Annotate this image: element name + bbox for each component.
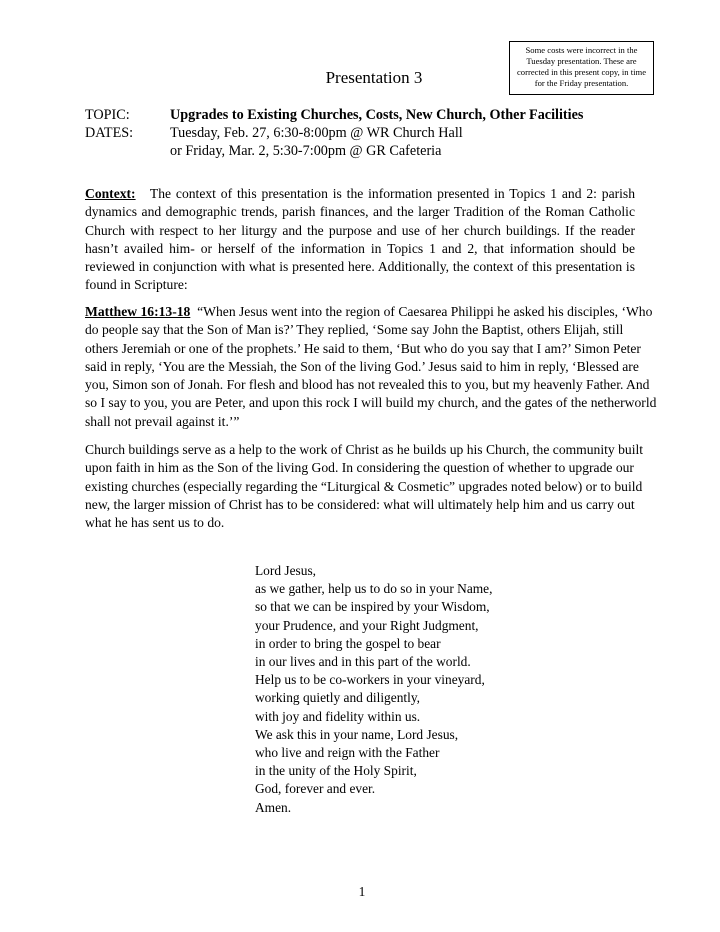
prayer-line: God, forever and ever. xyxy=(255,781,376,797)
page-number xyxy=(0,884,720,900)
buildings-line: Church buildings serve as a help to the work of Christ as he builds up his Church, the community built xyxy=(85,442,644,457)
buildings-line: new, the larger mission of Christ has to be considered: what will ultimately help him and us carry out xyxy=(85,496,635,512)
buildings-line: what he has sent us to do. xyxy=(85,515,225,531)
context-text: The context of this presentation is the information presented in Topics 1 and 2: parish dynamics and demographic trends, parish finances, and the larger Tradition of the Roman Catholic Church with respect to her liturgy and the purpose and use of her church buildings. If the reader hasn’t availed him- or herself of the information in Topics 1 and 2, that information should be reviewed in conjunction with what is presented here. Additionally, the context of this presentation is found in Scripture: xyxy=(85,186,635,293)
prayer-line: We ask this in your name, Lord Jesus, xyxy=(255,726,459,742)
prayer-line: in our lives and in this part of the world. xyxy=(255,654,471,670)
context-label: Context: xyxy=(85,186,136,201)
prayer-line: in the unity of the Holy Spirit, xyxy=(255,763,417,779)
prayer-line: Lord Jesus, xyxy=(255,563,316,578)
scripture-line: shall not prevail against it.’” xyxy=(85,413,240,429)
prayer-line: who live and reign with the Father xyxy=(255,745,440,761)
topic-label: TOPIC: xyxy=(85,107,130,123)
prayer-line: working quietly and diligently, xyxy=(255,690,421,706)
prayer-line: Help us to be co-workers in your vineyard, xyxy=(255,672,485,688)
prayer-line: in order to bring the gospel to bear xyxy=(255,635,441,651)
scripture-line: you, Simon son of Jonah. For flesh and blood has not revealed this to you, but my heavenly Father. And xyxy=(85,377,650,393)
prayer-line: your Prudence, and your Right Judgment, xyxy=(255,617,479,633)
dates-label: DATES: xyxy=(85,125,134,141)
scripture-line: do people say that the Son of Man is?’ They replied, ‘Some say John the Baptist, others Elijah, still xyxy=(85,322,624,338)
prayer-line: so that we can be inspired by your Wisdom, xyxy=(255,599,490,615)
scripture-ref: Matthew 16:13-18 xyxy=(85,304,191,319)
buildings-paragraph xyxy=(85,441,645,532)
context-paragraph xyxy=(85,185,635,295)
prayer-line: as we gather, help us to do so in your Name, xyxy=(255,581,493,597)
title-text: Presentation 3 xyxy=(325,68,423,87)
scripture-line: said in reply, ‘You are the Messiah, the Son of the living God.’ Jesus said to him in reply, ‘Blessed are xyxy=(85,358,639,374)
dates-line-1: Tuesday, Feb. 27, 6:30-8:00pm @ WR Church Hall xyxy=(170,125,463,141)
scripture-line: so I say to you, you are Peter, and upon this rock I will build my church, and the gates of the netherworld xyxy=(85,395,657,411)
topic-value: Upgrades to Existing Churches, Costs, New Church, Other Facilities xyxy=(170,107,584,123)
page-number-text: 1 xyxy=(358,884,366,899)
scripture-paragraph xyxy=(85,303,657,431)
dates-line-2: or Friday, Mar. 2, 5:30-7:00pm @ GR Cafeteria xyxy=(170,143,442,159)
prayer-line: Amen. xyxy=(255,799,292,815)
buildings-line: existing churches (especially regarding the “Liturgical & Cosmetic” upgrades noted below) or to build xyxy=(85,478,643,494)
scripture-line: “When Jesus went into the region of Caesarea Philippi he asked his disciples, ‘Who xyxy=(197,304,653,319)
buildings-line: upon faith in him as the Son of the living God. In considering the question of whether to upgrade our xyxy=(85,460,634,476)
page-title xyxy=(0,67,720,89)
scripture-line: others Jeremiah or one of the prophets.’ He said to them, ‘But who do you say that I am?’ Simon Peter xyxy=(85,340,641,356)
prayer-line: with joy and fidelity within us. xyxy=(255,708,421,724)
correction-note: Some costs were incorrect in the Tuesday presentation. These are corrected in this present copy, in time for the Friday presentation. xyxy=(509,41,654,95)
prayer xyxy=(255,562,492,817)
